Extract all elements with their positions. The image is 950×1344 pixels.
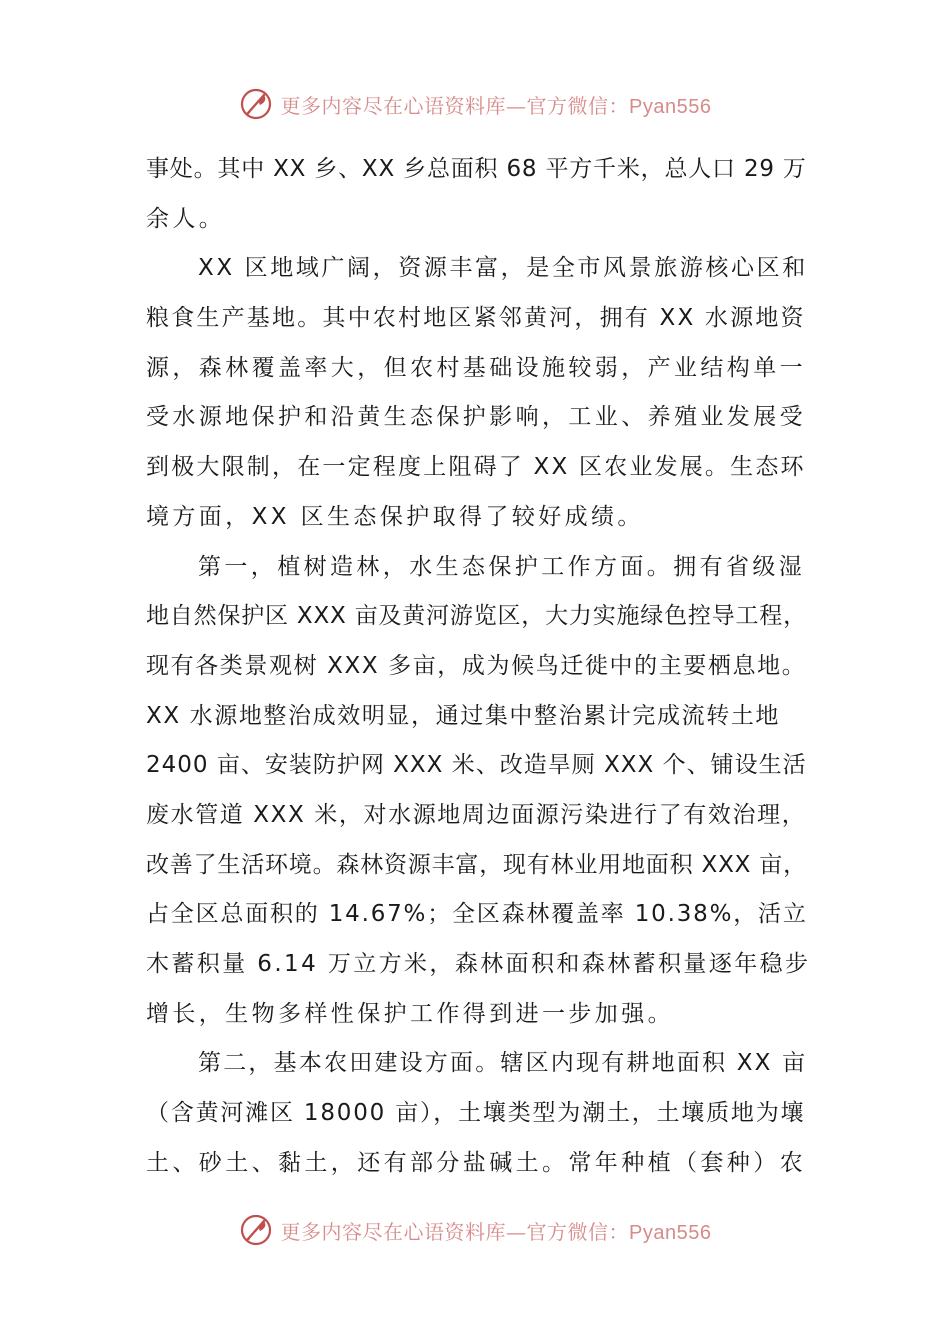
text-line: 2400 亩、安装防护网 XXX 米、改造旱厕 XXX 个、铺设生活	[146, 752, 807, 779]
text-line: 废水管道 XXX 米，对水源地周边面源污染进行了有效治理，	[146, 801, 807, 828]
banner-text: 更多内容尽在心语资料库—官方微信：Pyan556	[280, 1219, 712, 1244]
text-line: 事处。其中 XX 乡、XX 乡总面积 68 平方千米，总人口 29 万	[146, 156, 807, 182]
text-line: 现有各类景观树 XXX 多亩，成为候鸟迁徙中的主要栖息地。	[146, 652, 807, 679]
paragraph-start: 第一，植树造林，水生态保护工作方面。拥有省级湿	[198, 553, 806, 580]
quill-pen-logo-icon	[239, 87, 273, 121]
text-line: XX 水源地整治成效明显，通过集中整治累计完成流转土地	[146, 702, 781, 729]
wechat-handle: Pyan556	[629, 95, 712, 118]
text-line: 境方面，XX 区生态保护取得了较好成绩。	[146, 503, 644, 530]
text-line: 占全区总面积的 14.67%；全区森林覆盖率 10.38%，活立	[146, 901, 808, 928]
text-line: 受水源地保护和沿黄生态保护影响，工业、养殖业发展受	[146, 404, 806, 431]
text-line: 木蓄积量 6.14 万立方米，森林面积和森林蓄积量逐年稳步	[146, 951, 811, 977]
footer-banner	[0, 1210, 950, 1250]
paragraph-start: XX 区地域广阔，资源丰富，是全市风景旅游核心区和	[198, 255, 808, 282]
text-line: 增长，生物多样性保护工作得到进一步加强。	[146, 1000, 674, 1027]
wechat-handle: Pyan556	[629, 1221, 712, 1244]
header-banner	[0, 84, 950, 124]
quill-pen-logo-icon	[239, 1213, 273, 1247]
paragraph-start: 第二，基本农田建设方面。辖区内现有耕地面积 XX 亩	[198, 1050, 808, 1077]
document-body	[146, 145, 810, 1188]
text-line: 到极大限制，在一定程度上阻碍了 XX 区农业发展。生态环	[146, 454, 806, 481]
text-line: 地自然保护区 XXX 亩及黄河游览区，大力实施绿色控导工程，	[146, 603, 807, 630]
text-line: 粮食生产基地。其中农村地区紧邻黄河，拥有 XX 水源地资	[146, 305, 806, 332]
text-line: 土、砂土、黏土，还有部分盐碱土。常年种植（套种）农	[146, 1149, 806, 1176]
banner-text: 更多内容尽在心语资料库—官方微信：Pyan556	[280, 93, 712, 118]
text-line: 改善了生活环境。森林资源丰富，现有林业用地面积 XXX 亩，	[146, 851, 807, 878]
text-line: 源，森林覆盖率大，但农村基础设施较弱，产业结构单一	[146, 354, 806, 381]
text-line: 余人。	[146, 205, 226, 232]
text-line: （含黄河滩区 18000 亩），土壤类型为潮土，土壤质地为壤	[146, 1100, 806, 1127]
